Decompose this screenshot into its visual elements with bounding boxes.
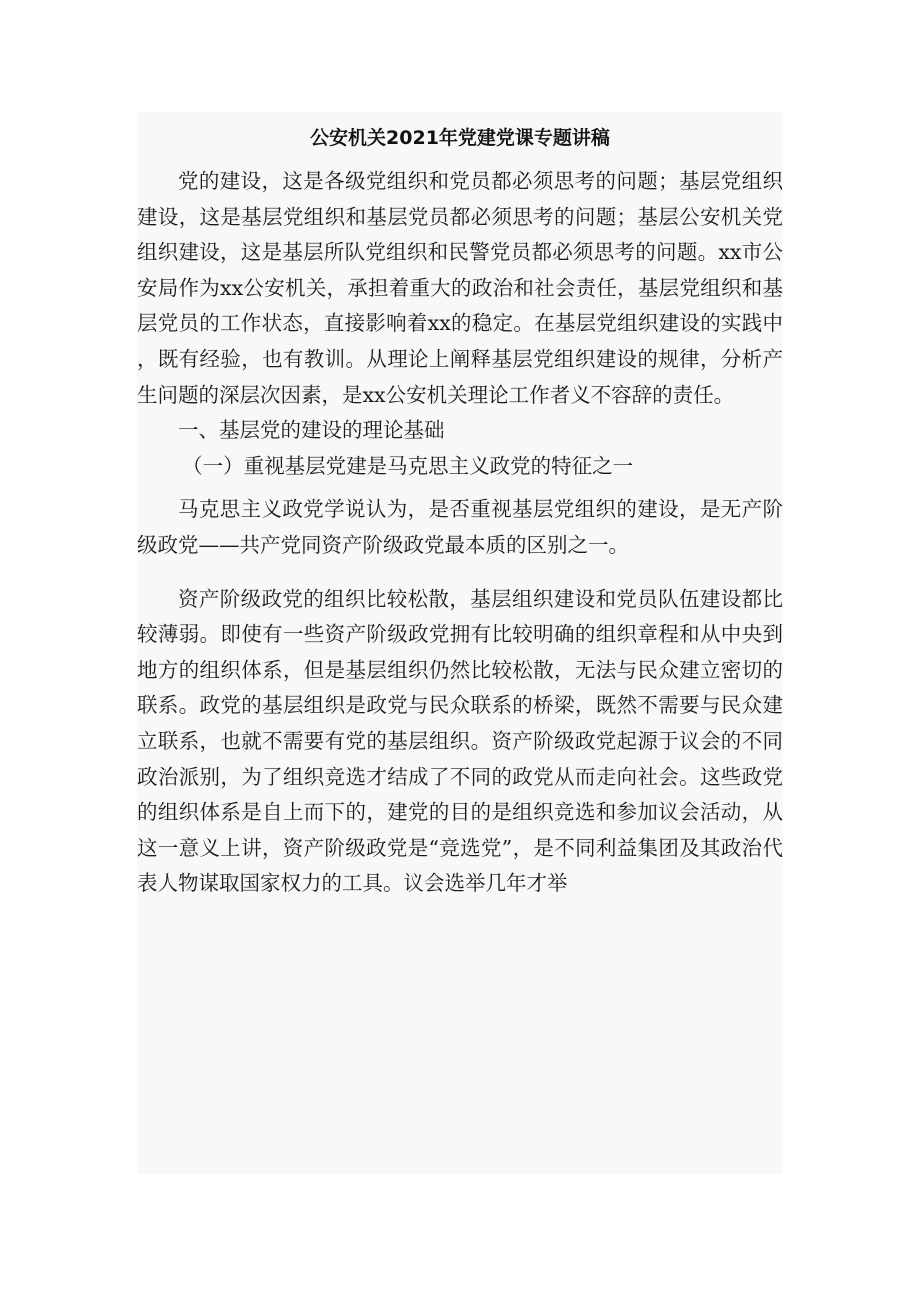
document-title: 公安机关2021年党建党课专题讲稿 (310, 127, 610, 149)
document-body (137, 120, 783, 902)
paragraph-bourgeois-parties: 资产阶级政党的组织比较松散，基层组织建设和党员队伍建设都比较薄弱。即使有一些资产阶级政党拥有比较明确的组织章程和从中央到地方的组织体系，但是基层组织仍然比较松散，无法与民众建立密切的联系。政党的基层组织是政党与民众联系的桥梁，既然不需要与民众建立联系，也就不需要有党的基层组织。资产阶级政党起源于议会的不同政治派别，为了组织竞选才结成了不同的政党从而走向社会。这些政党的组织体系是自上而下的，建党的目的是组织竞选和参加议会活动，从这一意义上讲，资产阶级政党是“竞选党”，是不同利益集团及其政治代表人物谋取国家权力的工具。议会选举几年才举 (137, 586, 783, 896)
paragraph-marxist-theory: 马克思主义政党学说认为，是否重视基层党组织的建设，是无产阶级政党——共产党同资产阶级政党最本质的区别之一。 (137, 497, 783, 557)
section-heading-1: 一、基层党的建设的理论基础 (178, 418, 445, 443)
paragraph-intro: 党的建设，这是各级党组织和党员都必须思考的问题；基层党组织建设，这是基层党组织和基层党员都必须思考的问题；基层公安机关党组织建设，这是基层所队党组织和民警党员都必须思考的问题。xx市公安局作为xx公安机关，承担着重大的政治和社会责任，基层党组织和基层党员的工作状态，直接影响着xx的稳定。在基层党组织建设的实践中，既有经验，也有教训。从理论上阐释基层党组织建设的规律，分析产生问题的深层次因素，是xx公安机关理论工作者义不容辞的责任。 (137, 169, 783, 407)
subsection-heading-1: （一）重视基层党建是马克思主义政党的特征之一 (182, 453, 634, 478)
document-page (137, 112, 783, 1174)
